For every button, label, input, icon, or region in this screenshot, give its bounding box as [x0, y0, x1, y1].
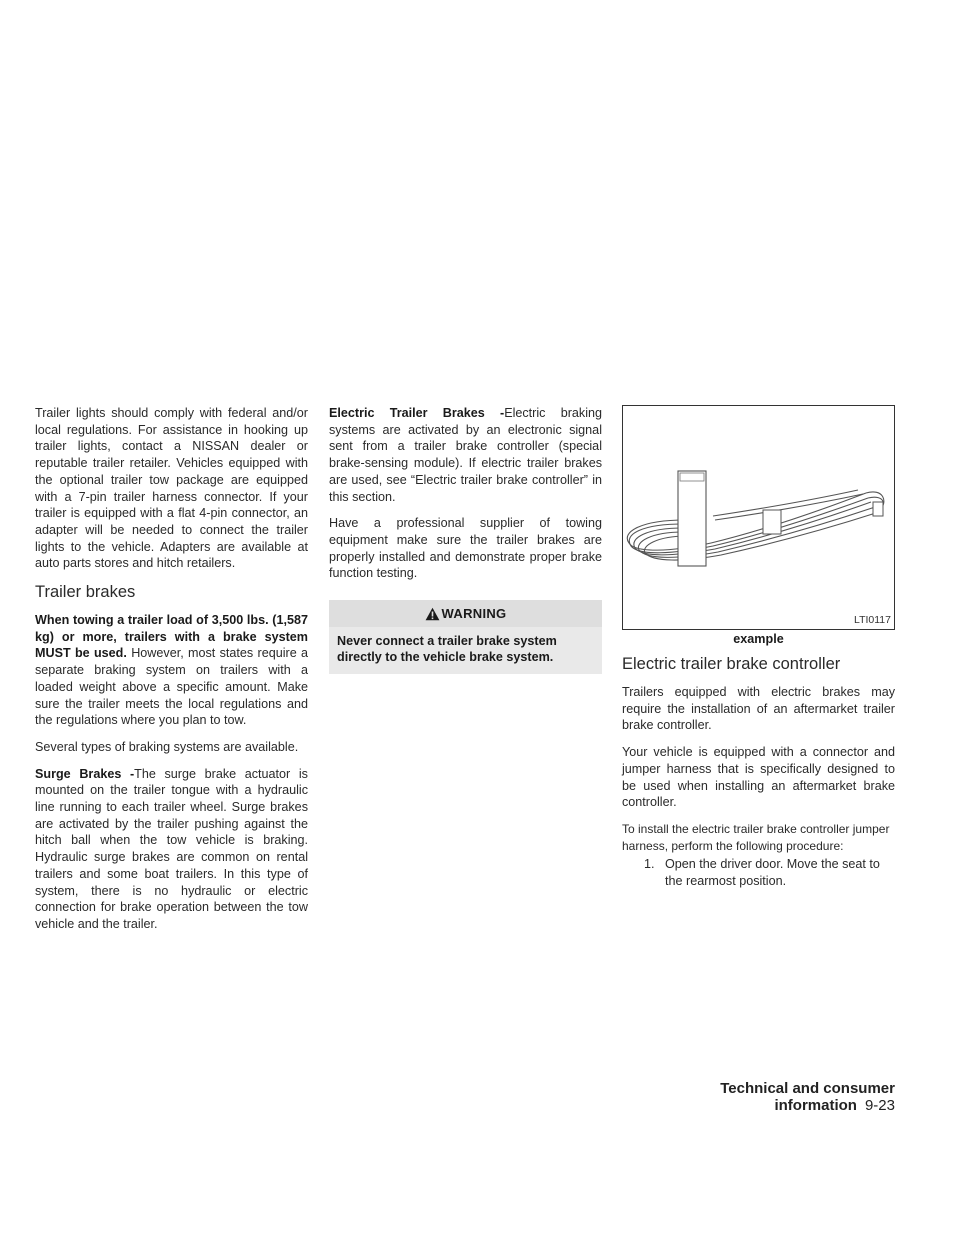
trailer-brakes-heading: Trailer brakes [35, 583, 136, 602]
jumper-harness-illustration [623, 406, 894, 629]
step-text: Open the driver door. Move the seat to the rearmost position. [665, 857, 880, 889]
warning-triangle-icon [425, 607, 440, 621]
trailer-brakes-text: However, most states require a separate braking system on trailers with a loaded weight above a specific amount. Make sure the trailer meets the local regulations and the regulations where you plan to tow. [35, 646, 309, 728]
procedure-step [622, 856, 895, 889]
electric-brakes-label: Electric Trailer Brakes - [329, 406, 505, 420]
warning-text: Never connect a trailer brake system directly to the vehicle brake system. [329, 627, 602, 674]
page-number: 9-23 [864, 1097, 895, 1114]
column-middle [329, 405, 602, 674]
warning-header [329, 600, 602, 627]
warning-title: WARNING [441, 606, 507, 622]
trailer-brakes-bold-text: When towing a trailer load of 3,500 lbs. (1,587 kg) or more, trailers with a brake system MUST be used. [35, 613, 308, 661]
step-number: 1. [644, 857, 655, 872]
column-right [622, 648, 895, 890]
controller-paragraph-2: Your vehicle is equipped with a connector and jumper harness that is specifically designed to be used when installing an aftermarket brake controller. [622, 745, 895, 810]
warning-box [329, 600, 602, 674]
supplier-paragraph: Have a professional supplier of towing equipment make sure the trailer brakes are properly installed and demonstrate proper brake function testing. [329, 516, 602, 581]
trailer-brakes-paragraph [35, 612, 308, 729]
surge-brakes-paragraph [35, 766, 308, 933]
electric-brakes-paragraph [329, 405, 602, 505]
figure-caption: example [733, 632, 784, 646]
harness-figure [622, 405, 895, 630]
surge-brakes-text: The surge brake actuator is mounted on the trailer tongue with a hydraulic line running to each trailer wheel. Surge brakes are activated by the trailer pushing against the hitch ball when the tow vehicle is braking. Hydraulic surge brakes are common on rental trailers and some boat trailers. In this type of system, there is no hydraulic or electric connection for brake operation between the tow vehicle and the trailer. [35, 766, 308, 931]
controller-paragraph-1: Trailers equipped with electric brakes may require the installation of an aftermarket trailer brake controller. [622, 685, 895, 733]
brake-controller-heading: Electric trailer brake controller [622, 655, 841, 673]
trailer-lights-paragraph: Trailer lights should comply with federal and/or local regulations. For assistance in hooking up trailer lights, contact a NISSAN dealer or reputable trailer retailer. Vehicles equipped with the optional trailer tow package are equipped with a 7-pin trailer harness connector. If your trailer is equipped with a flat 4-pin connector, an adapter will be needed to connect the trailer lights to the vehicle. Adapters are available at auto parts stores and hitch retailers. [35, 406, 308, 571]
footer-title: Technical and consumer information [720, 1080, 895, 1114]
figure-code: LTI0117 [854, 614, 891, 626]
page-footer [622, 1080, 895, 1114]
column-left [35, 405, 308, 943]
braking-types-paragraph: Several types of braking systems are available. [35, 739, 299, 754]
electric-brakes-text: Electric braking systems are activated by an electronic signal sent from a trailer brake controller (special brake-sensing module). If electric trailer brakes are used, see “Electric trailer brake controller” in this section. [329, 406, 603, 504]
procedure-steps [622, 856, 895, 889]
surge-brakes-label: Surge Brakes - [35, 766, 135, 781]
controller-paragraph-3: To install the electric trailer brake controller jumper harness, perform the following procedure: [622, 821, 890, 853]
